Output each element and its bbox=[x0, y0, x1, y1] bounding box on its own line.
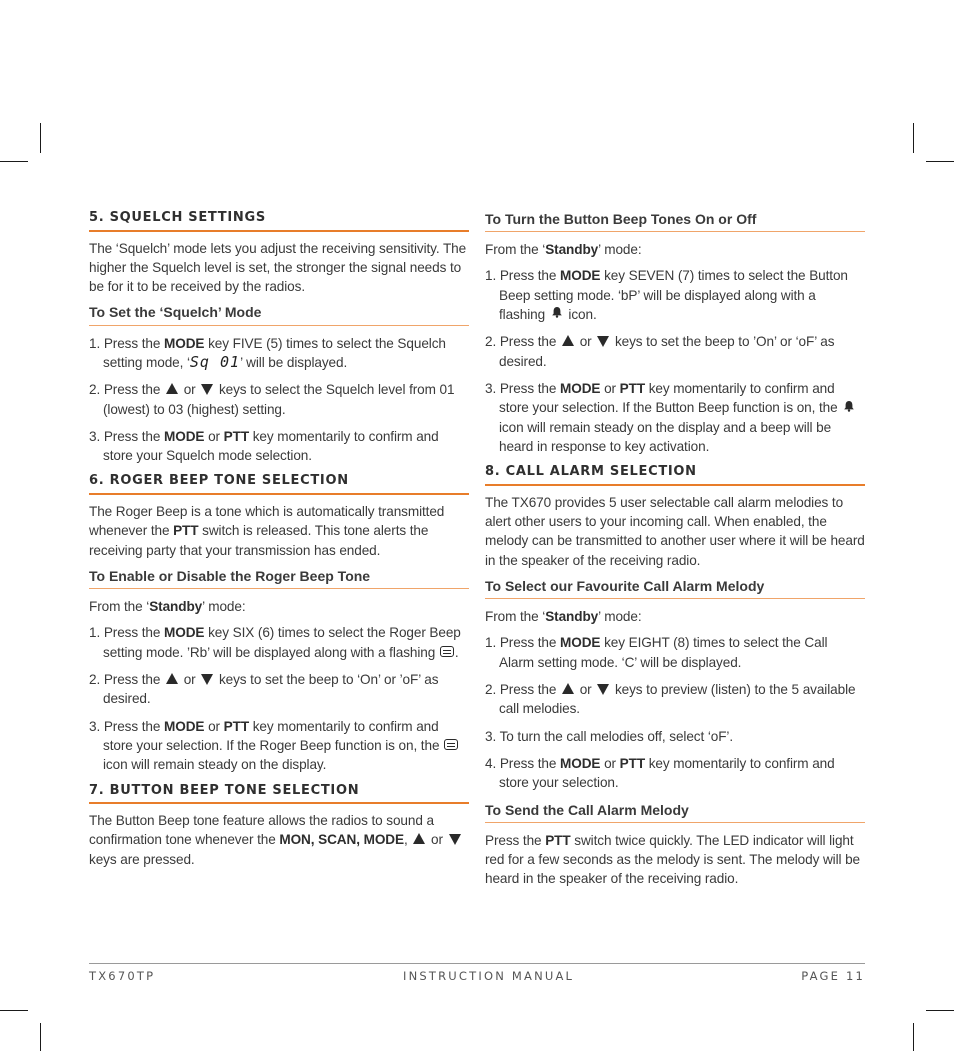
button-beep-intro bbox=[89, 811, 469, 869]
standby-note bbox=[89, 597, 469, 616]
para-text: From the ‘ bbox=[485, 242, 546, 258]
step-text: key momentarily to confirm and store your selection. If the Button Beep function is on, the bbox=[499, 380, 842, 416]
para-text: From the ‘ bbox=[485, 609, 546, 625]
list-item bbox=[485, 379, 865, 456]
list-item bbox=[89, 717, 469, 775]
step-text: keys to preview (listen) to the 5 available call melodies. bbox=[499, 682, 856, 717]
list-item bbox=[485, 633, 865, 672]
section-heading-roger-beep: 6. ROGER BEEP TONE SELECTION bbox=[89, 473, 469, 495]
key-mode: MODE bbox=[164, 335, 205, 351]
list-item bbox=[89, 380, 469, 419]
step-text: or bbox=[576, 682, 596, 698]
roger-beep-icon bbox=[444, 739, 458, 750]
step-text: 3. Press the bbox=[89, 428, 165, 444]
key-ptt: PTT bbox=[173, 523, 199, 539]
triangle-up-icon bbox=[562, 335, 574, 346]
right-column bbox=[485, 210, 865, 896]
step-text: key momentarily to confirm and store your selection. bbox=[499, 755, 835, 791]
para-text: The Button Beep tone feature allows the radios to sound a confirmation tone whenever the bbox=[89, 813, 434, 848]
list-item bbox=[485, 332, 865, 371]
step-text: or bbox=[180, 382, 200, 398]
step-text: or bbox=[600, 755, 620, 771]
key-mode: MODE bbox=[560, 635, 601, 651]
standby-note bbox=[485, 607, 865, 626]
triangle-up-icon bbox=[166, 383, 178, 394]
send-melody-text bbox=[485, 831, 865, 889]
bell-icon bbox=[843, 400, 855, 412]
key-mode: MODE bbox=[560, 755, 601, 771]
step-text: 3. Press the bbox=[89, 718, 165, 734]
triangle-down-icon bbox=[449, 834, 461, 845]
standby-label: Standby bbox=[545, 242, 599, 258]
footer-divider bbox=[89, 963, 865, 964]
step-text: . bbox=[454, 644, 459, 660]
list-item bbox=[485, 680, 865, 719]
footer-title: INSTRUCTION MANUAL bbox=[403, 969, 575, 983]
key-ptt: PTT bbox=[619, 380, 646, 396]
subheading-send-melody: To Send the Call Alarm Melody bbox=[485, 801, 865, 823]
step-text: 2. Press the bbox=[89, 382, 165, 398]
step-text: key SEVEN (7) times to select the Button Beep setting mode. ‘bP’ will be displayed along with a flashing bbox=[499, 268, 848, 323]
step-text: 2. Press the bbox=[485, 682, 561, 698]
footer-model: TX670TP bbox=[89, 969, 156, 983]
step-text: key SIX (6) times to select the Roger Beep setting mode. ’Rb’ will be displayed along with a flashing bbox=[103, 625, 461, 660]
crop-mark bbox=[0, 161, 28, 162]
triangle-up-icon bbox=[413, 833, 425, 844]
roger-beep-icon bbox=[440, 646, 454, 657]
step-text: 1. Press the bbox=[485, 268, 561, 284]
para-text: Press the bbox=[485, 832, 546, 848]
step-text: 4. Press the bbox=[485, 755, 561, 771]
para-text: ’ mode: bbox=[598, 609, 642, 625]
subheading-roger-beep: To Enable or Disable the Roger Beep Tone bbox=[89, 567, 469, 589]
step-text: or bbox=[204, 428, 224, 444]
crop-mark bbox=[926, 1010, 954, 1011]
step-text: keys to set the beep to ‘On’ or ’oF’ as desired. bbox=[103, 672, 439, 707]
squelch-intro: The ‘Squelch’ mode lets you adjust the receiving sensitivity. The higher the Squelch level is set, the stronger the signal needs to be for it to be received by the radios. bbox=[89, 240, 467, 295]
key-mode: MODE bbox=[560, 380, 601, 396]
step-text: 3. Press the bbox=[485, 380, 561, 396]
para-text: From the ‘ bbox=[89, 599, 150, 615]
crop-mark bbox=[913, 123, 914, 153]
step-text: or bbox=[204, 718, 224, 734]
step-text: 1. Press the bbox=[89, 625, 165, 641]
triangle-down-icon bbox=[201, 384, 213, 395]
button-beep-steps bbox=[485, 266, 865, 456]
standby-label: Standby bbox=[545, 609, 599, 625]
step-text: 2. Press the bbox=[485, 334, 561, 350]
list-item bbox=[485, 266, 865, 324]
section-heading-button-beep: 7. BUTTON BEEP TONE SELECTION bbox=[89, 783, 469, 805]
list-item: 3. To turn the call melodies off, select ‘oF’. bbox=[485, 728, 734, 744]
step-text: keys to select the Squelch level from 01 (lowest) to 03 (highest) setting. bbox=[103, 382, 455, 417]
key-ptt: PTT bbox=[223, 718, 250, 734]
para-text: keys are pressed. bbox=[89, 851, 195, 867]
key-mode: MODE bbox=[164, 625, 205, 641]
keys-mon-scan-mode: MON, SCAN, MODE bbox=[279, 832, 404, 848]
call-alarm-intro: The TX670 provides 5 user selectable call alarm melodies to alert other users to your incoming call. When enabled, the melody can be transmitted to another user where it will be heard in the speaker of the receiving radio. bbox=[485, 494, 865, 568]
key-mode: MODE bbox=[560, 268, 601, 284]
triangle-up-icon bbox=[562, 683, 574, 694]
step-text: key EIGHT (8) times to select the Call Alarm setting mode. ‘C’ will be displayed. bbox=[499, 635, 828, 670]
subheading-set-squelch: To Set the ‘Squelch’ Mode bbox=[89, 303, 469, 325]
step-text: or bbox=[180, 672, 200, 688]
lcd-display-text: Sq 01 bbox=[189, 352, 241, 371]
para-text: ’ mode: bbox=[598, 242, 642, 258]
call-alarm-steps bbox=[485, 633, 865, 792]
list-item bbox=[89, 334, 469, 373]
para-text: , bbox=[403, 832, 412, 848]
key-mode: MODE bbox=[164, 428, 205, 444]
step-text: key FIVE (5) times to select the Squelch setting mode, ‘ bbox=[103, 335, 446, 370]
section-heading-squelch: 5. SQUELCH SETTINGS bbox=[89, 210, 469, 232]
crop-mark bbox=[926, 161, 954, 162]
page-number: PAGE 11 bbox=[801, 969, 865, 983]
step-text: icon. bbox=[564, 307, 597, 323]
crop-mark bbox=[40, 123, 41, 153]
step-text: icon will remain steady on the display and a beep will be heard in response to key activation. bbox=[499, 419, 832, 454]
para-text: switch twice quickly. The LED indicator will light red for a few seconds as the melody is sent. The melody will be heard in the speaker of the receiving radio. bbox=[485, 832, 861, 887]
para-text: or bbox=[427, 832, 447, 848]
crop-mark bbox=[0, 1010, 28, 1011]
step-text: ’ will be displayed. bbox=[240, 354, 348, 370]
roger-beep-intro bbox=[89, 502, 469, 560]
para-text: The Roger Beep is a tone which is automatically transmitted whenever the bbox=[89, 504, 445, 539]
triangle-down-icon bbox=[597, 684, 609, 695]
triangle-down-icon bbox=[201, 674, 213, 685]
step-text: key momentarily to confirm and store your Squelch mode selection. bbox=[103, 428, 439, 464]
left-column bbox=[89, 210, 469, 876]
list-item bbox=[89, 427, 469, 466]
triangle-down-icon bbox=[597, 336, 609, 347]
step-text: or bbox=[576, 334, 596, 350]
key-ptt: PTT bbox=[545, 832, 571, 848]
subheading-select-melody: To Select our Favourite Call Alarm Melody bbox=[485, 577, 865, 599]
triangle-up-icon bbox=[166, 673, 178, 684]
roger-beep-steps bbox=[89, 623, 469, 774]
step-text: keys to set the beep to ’On’ or ‘oF’ as desired. bbox=[499, 334, 835, 369]
crop-mark bbox=[40, 1023, 41, 1051]
step-text: or bbox=[600, 380, 620, 396]
step-text: 1. Press the bbox=[485, 635, 561, 651]
para-text: ’ mode: bbox=[202, 599, 246, 615]
list-item bbox=[89, 670, 469, 709]
list-item bbox=[485, 754, 865, 793]
crop-mark bbox=[913, 1023, 914, 1051]
step-text: key momentarily to confirm and store your selection. If the Roger Beep function is on, the bbox=[103, 718, 444, 753]
key-mode: MODE bbox=[164, 718, 205, 734]
step-text: 2. Press the bbox=[89, 672, 165, 688]
step-text: icon will remain steady on the display. bbox=[103, 757, 327, 773]
standby-label: Standby bbox=[149, 599, 203, 615]
list-item bbox=[89, 623, 469, 662]
para-text: switch is released. This tone alerts the receiving party that your transmission has ended. bbox=[89, 523, 429, 558]
bell-icon bbox=[551, 306, 563, 318]
squelch-steps bbox=[89, 334, 469, 466]
subheading-button-beep: To Turn the Button Beep Tones On or Off bbox=[485, 210, 865, 232]
key-ptt: PTT bbox=[619, 755, 646, 771]
step-text: 1. Press the bbox=[89, 335, 165, 351]
standby-note bbox=[485, 240, 865, 259]
section-heading-call-alarm: 8. CALL ALARM SELECTION bbox=[485, 464, 865, 486]
key-ptt: PTT bbox=[223, 428, 250, 444]
